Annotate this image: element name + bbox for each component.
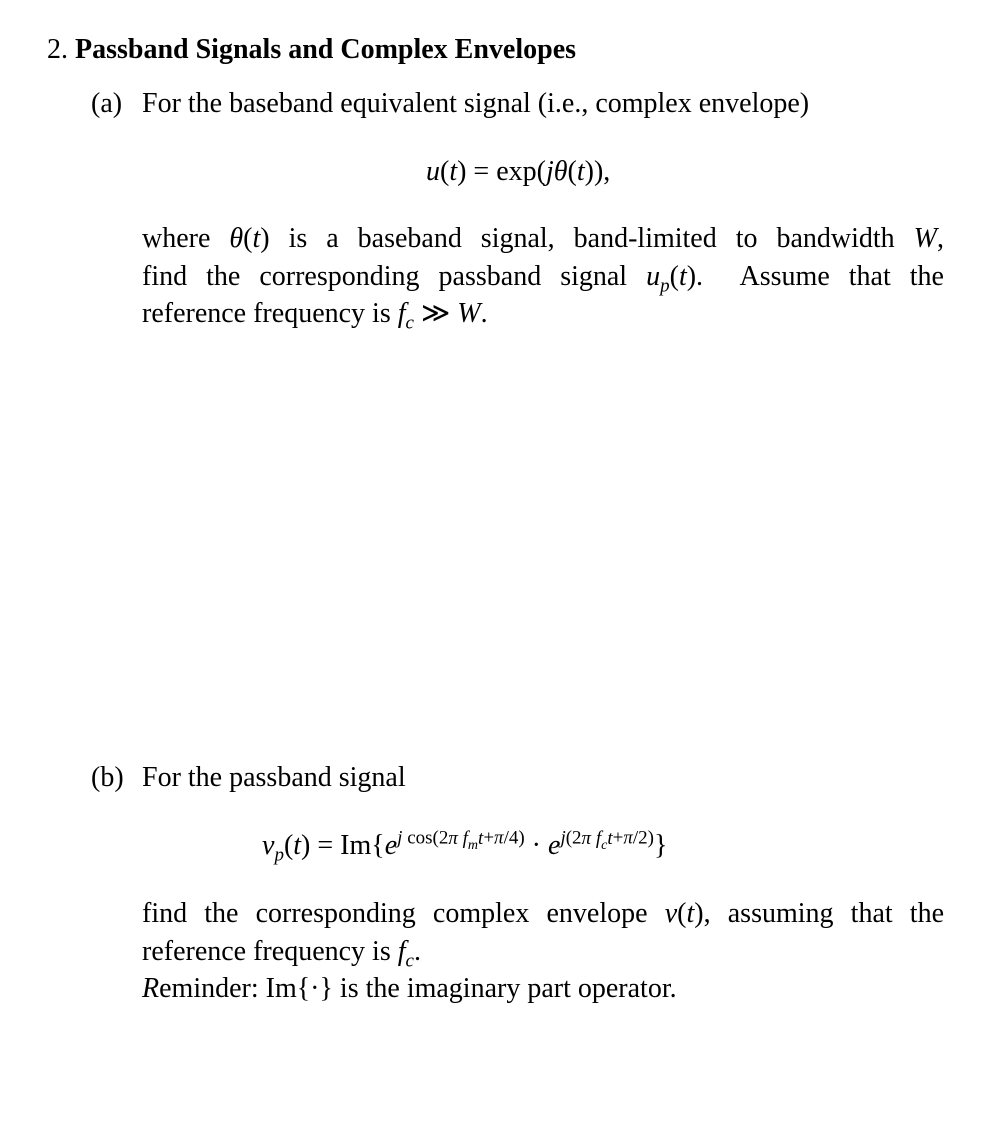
part-a-body-line-3: reference frequency is $f_c$ ≫ W. bbox=[142, 298, 488, 334]
part-b-intro: For the passband signal bbox=[142, 762, 406, 793]
part-b-label: (b) bbox=[91, 762, 124, 793]
part-a-equation: u(t) = exp(jθ(t)), bbox=[426, 156, 611, 187]
part-b-body bbox=[142, 895, 944, 1008]
part-a-body-line-2: find the corresponding passband signal $u_p(t)$. Assume that the bbox=[142, 260, 944, 297]
part-b-reminder: Reminder: Im{·} is the imaginary part operator. bbox=[142, 973, 677, 1004]
part-b-body-line-1: find the corresponding complex envelope v(t), assuming that the bbox=[142, 898, 945, 929]
part-a-label: (a) bbox=[91, 88, 123, 119]
part-a-body-line-1: where θ(t) is a baseband signal, band-limited to bandwidth W, bbox=[142, 223, 944, 254]
problem-number: 2. bbox=[47, 34, 68, 65]
problem-title: Passband Signals and Complex Envelopes bbox=[75, 34, 577, 65]
part-b-equation: $v_p(t) = Im\{e^{j cos(2\pi f_mt+\pi/4)} \cdot e^{j(2\pi f_ct+\pi/2)}\}$ bbox=[262, 827, 668, 866]
part-a-intro: For the baseband equivalent signal (i.e., complex envelope) bbox=[142, 88, 810, 119]
problem-heading bbox=[47, 30, 576, 70]
part-b-body-line-2: reference frequency is $f_c$. bbox=[142, 935, 421, 972]
part-a-body bbox=[142, 220, 944, 333]
